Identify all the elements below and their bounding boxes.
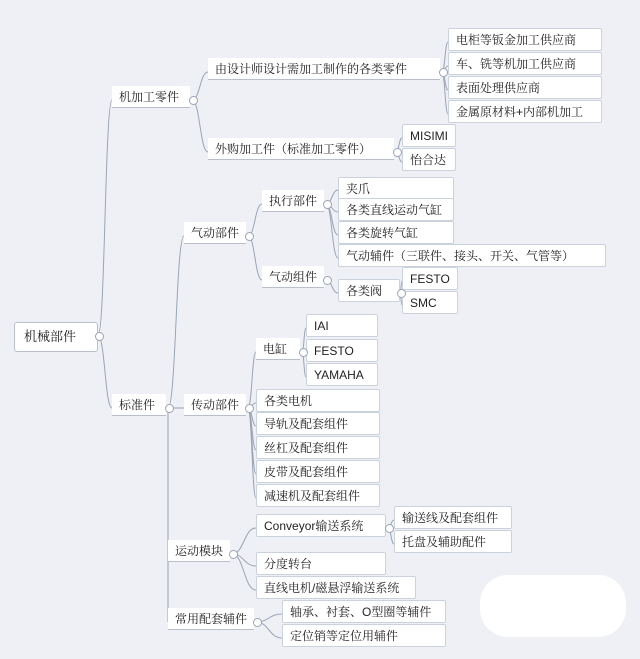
mindmap-node[interactable]: 减速机及配套组件 bbox=[256, 484, 380, 507]
mindmap-node[interactable]: 直线电机/磁悬浮输送系统 bbox=[256, 576, 416, 599]
root-node[interactable]: 机械部件 bbox=[14, 322, 98, 352]
mindmap-node[interactable]: 输送线及配套组件 bbox=[394, 506, 512, 529]
mindmap-node[interactable]: 夹爪 bbox=[338, 177, 454, 200]
branch-collapse-dot[interactable] bbox=[323, 276, 332, 285]
mindmap-node[interactable]: 各类直线运动气缸 bbox=[338, 198, 454, 221]
connector-line bbox=[248, 408, 256, 450]
mindmap-node[interactable]: 传动部件 bbox=[184, 394, 246, 416]
mindmap-node[interactable]: MISIMI bbox=[402, 124, 456, 147]
mindmap-node[interactable]: 导轨及配套组件 bbox=[256, 412, 380, 435]
mindmap-node[interactable]: 执行部件 bbox=[262, 190, 324, 212]
mindmap-node[interactable]: 托盘及辅助配件 bbox=[394, 530, 512, 553]
mindmap-node[interactable]: 丝杠及配套组件 bbox=[256, 436, 380, 459]
mindmap-node[interactable]: FESTO bbox=[306, 339, 378, 362]
mindmap-node[interactable]: 外购加工件（标准加工零件） bbox=[208, 138, 394, 160]
mindmap-node[interactable]: FESTO bbox=[402, 267, 458, 290]
branch-collapse-dot[interactable] bbox=[95, 332, 104, 341]
connector-line bbox=[168, 236, 184, 408]
mindmap-node[interactable]: 各类阀 bbox=[338, 279, 400, 302]
mindmap-node[interactable]: 常用配套辅件 bbox=[168, 608, 254, 630]
mindmap-node[interactable]: Conveyor输送系统 bbox=[256, 514, 386, 537]
mindmap-node[interactable]: 标准件 bbox=[112, 394, 166, 416]
branch-collapse-dot[interactable] bbox=[299, 348, 308, 357]
mindmap-node[interactable]: 怡合达 bbox=[402, 148, 456, 171]
branch-collapse-dot[interactable] bbox=[189, 96, 198, 105]
mindmap-node[interactable]: 金属原材料+内部机加工 bbox=[448, 100, 602, 123]
mindmap-node[interactable]: SMC bbox=[402, 291, 458, 314]
branch-collapse-dot[interactable] bbox=[385, 524, 394, 533]
decorative-blob bbox=[480, 575, 626, 637]
mindmap-node[interactable]: IAI bbox=[306, 314, 378, 337]
mindmap-node[interactable]: 车、铣等机加工供应商 bbox=[448, 52, 602, 75]
mindmap-node[interactable]: 轴承、衬套、O型圈等辅件 bbox=[282, 600, 446, 623]
mindmap-node[interactable]: 气动辅件（三联件、接头、开关、气管等） bbox=[338, 244, 606, 267]
branch-collapse-dot[interactable] bbox=[397, 289, 406, 298]
mindmap-node[interactable]: 各类电机 bbox=[256, 389, 380, 412]
mindmap-node[interactable]: YAMAHA bbox=[306, 363, 378, 386]
mindmap-node[interactable]: 电缸 bbox=[256, 338, 300, 360]
mindmap-node[interactable]: 气动部件 bbox=[184, 222, 246, 244]
mindmap-node[interactable]: 表面处理供应商 bbox=[448, 76, 602, 99]
branch-collapse-dot[interactable] bbox=[165, 404, 174, 413]
mindmap-node[interactable]: 运动模块 bbox=[168, 540, 230, 562]
mindmap-node[interactable]: 电柜等钣金加工供应商 bbox=[448, 28, 602, 51]
mindmap-node[interactable]: 各类旋转气缸 bbox=[338, 221, 454, 244]
connector-line bbox=[192, 100, 208, 152]
connector-line bbox=[98, 100, 112, 336]
branch-collapse-dot[interactable] bbox=[245, 404, 254, 413]
branch-collapse-dot[interactable] bbox=[245, 232, 254, 241]
mindmap-node[interactable]: 由设计师设计需加工制作的各类零件 bbox=[208, 58, 440, 80]
mindmap-node[interactable]: 定位销等定位用辅件 bbox=[282, 624, 446, 647]
connector-line bbox=[248, 408, 256, 474]
branch-collapse-dot[interactable] bbox=[393, 148, 402, 157]
connector-line bbox=[98, 336, 112, 408]
branch-collapse-dot[interactable] bbox=[253, 618, 262, 627]
connector-line bbox=[326, 204, 338, 258]
connector-line bbox=[248, 408, 256, 498]
mindmap-node[interactable]: 分度转台 bbox=[256, 552, 386, 575]
mindmap-node[interactable]: 气动组件 bbox=[262, 266, 324, 288]
mindmap-node[interactable]: 皮带及配套组件 bbox=[256, 460, 380, 483]
branch-collapse-dot[interactable] bbox=[323, 200, 332, 209]
connector-line bbox=[248, 236, 262, 280]
connector-line bbox=[232, 554, 256, 590]
branch-collapse-dot[interactable] bbox=[439, 68, 448, 77]
branch-collapse-dot[interactable] bbox=[229, 550, 238, 559]
mindmap-node[interactable]: 机加工零件 bbox=[112, 86, 190, 108]
connector-line bbox=[248, 352, 256, 408]
